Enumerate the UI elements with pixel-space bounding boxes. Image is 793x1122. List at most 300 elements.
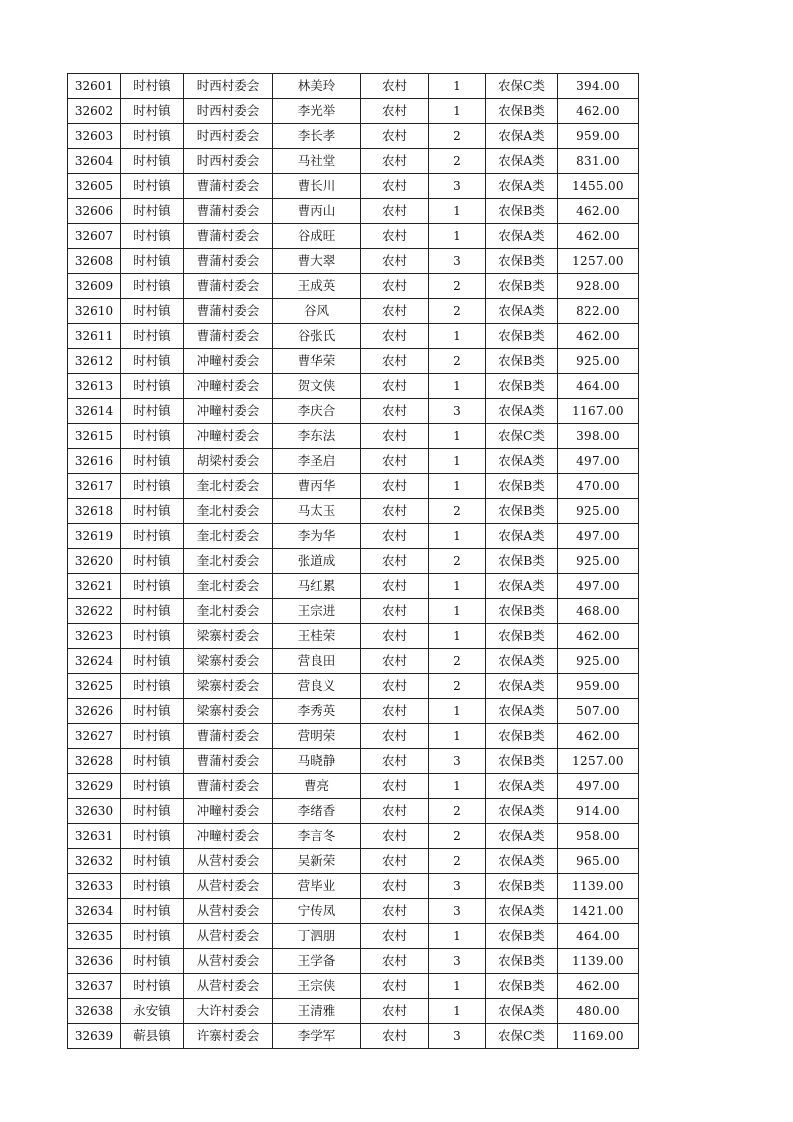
table-row (68, 949, 639, 974)
amount-cell: 497.00 (558, 449, 639, 474)
serial-number-cell: 32605 (68, 174, 121, 199)
amount-cell: 470.00 (558, 474, 639, 499)
household-size-cell: 3 (429, 749, 486, 774)
table-row (68, 999, 639, 1024)
serial-number-cell: 32613 (68, 374, 121, 399)
amount-cell: 497.00 (558, 524, 639, 549)
table-row (68, 274, 639, 299)
insurance-category-cell: 农保C类 (486, 424, 558, 449)
household-type-cell: 农村 (361, 1024, 429, 1049)
household-type-cell: 农村 (361, 699, 429, 724)
town-cell: 时村镇 (121, 849, 184, 874)
household-type-cell: 农村 (361, 74, 429, 99)
insurance-category-cell: 农保A类 (486, 799, 558, 824)
table-row (68, 74, 639, 99)
recipient-name-cell: 李学军 (273, 1024, 361, 1049)
serial-number-cell: 32614 (68, 399, 121, 424)
household-size-cell: 1 (429, 424, 486, 449)
household-type-cell: 农村 (361, 674, 429, 699)
household-size-cell: 1 (429, 574, 486, 599)
town-cell: 蕲县镇 (121, 1024, 184, 1049)
recipient-name-cell: 曹丙华 (273, 474, 361, 499)
household-type-cell: 农村 (361, 549, 429, 574)
recipient-name-cell: 王宗侠 (273, 974, 361, 999)
amount-cell: 464.00 (558, 924, 639, 949)
insurance-category-cell: 农保B类 (486, 374, 558, 399)
household-size-cell: 1 (429, 74, 486, 99)
household-size-cell: 2 (429, 549, 486, 574)
amount-cell: 1421.00 (558, 899, 639, 924)
recipient-name-cell: 营良义 (273, 674, 361, 699)
table-row (68, 149, 639, 174)
serial-number-cell: 32625 (68, 674, 121, 699)
amount-cell: 958.00 (558, 824, 639, 849)
insurance-category-cell: 农保B类 (486, 324, 558, 349)
recipient-name-cell: 李光举 (273, 99, 361, 124)
town-cell: 时村镇 (121, 474, 184, 499)
serial-number-cell: 32638 (68, 999, 121, 1024)
town-cell: 时村镇 (121, 449, 184, 474)
household-type-cell: 农村 (361, 399, 429, 424)
village-committee-cell: 曹蒲村委会 (184, 224, 273, 249)
household-size-cell: 2 (429, 349, 486, 374)
serial-number-cell: 32616 (68, 449, 121, 474)
insurance-category-cell: 农保A类 (486, 124, 558, 149)
amount-cell: 1455.00 (558, 174, 639, 199)
amount-cell: 1167.00 (558, 399, 639, 424)
serial-number-cell: 32611 (68, 324, 121, 349)
recipient-name-cell: 李圣启 (273, 449, 361, 474)
table-row (68, 249, 639, 274)
household-type-cell: 农村 (361, 849, 429, 874)
recipient-name-cell: 曹大翠 (273, 249, 361, 274)
insurance-category-cell: 农保A类 (486, 449, 558, 474)
amount-cell: 480.00 (558, 999, 639, 1024)
serial-number-cell: 32608 (68, 249, 121, 274)
table-row (68, 424, 639, 449)
serial-number-cell: 32617 (68, 474, 121, 499)
insurance-category-cell: 农保A类 (486, 299, 558, 324)
table-row (68, 849, 639, 874)
amount-cell: 398.00 (558, 424, 639, 449)
recipient-name-cell: 王宗进 (273, 599, 361, 624)
recipient-name-cell: 李庆合 (273, 399, 361, 424)
town-cell: 时村镇 (121, 424, 184, 449)
insurance-category-cell: 农保A类 (486, 899, 558, 924)
amount-cell: 468.00 (558, 599, 639, 624)
table-row (68, 699, 639, 724)
recipient-name-cell: 李东法 (273, 424, 361, 449)
recipient-name-cell: 曹长川 (273, 174, 361, 199)
relief-roster-table (67, 73, 639, 1049)
household-type-cell: 农村 (361, 824, 429, 849)
serial-number-cell: 32609 (68, 274, 121, 299)
amount-cell: 462.00 (558, 724, 639, 749)
village-committee-cell: 冲疃村委会 (184, 399, 273, 424)
village-committee-cell: 时西村委会 (184, 74, 273, 99)
household-size-cell: 1 (429, 974, 486, 999)
amount-cell: 1257.00 (558, 249, 639, 274)
table-row (68, 449, 639, 474)
household-type-cell: 农村 (361, 224, 429, 249)
household-size-cell: 1 (429, 199, 486, 224)
household-type-cell: 农村 (361, 599, 429, 624)
serial-number-cell: 32610 (68, 299, 121, 324)
serial-number-cell: 32629 (68, 774, 121, 799)
household-size-cell: 1 (429, 524, 486, 549)
table-row (68, 174, 639, 199)
insurance-category-cell: 农保B类 (486, 749, 558, 774)
recipient-name-cell: 马社堂 (273, 149, 361, 174)
insurance-category-cell: 农保B类 (486, 99, 558, 124)
serial-number-cell: 32637 (68, 974, 121, 999)
village-committee-cell: 梁寨村委会 (184, 624, 273, 649)
amount-cell: 831.00 (558, 149, 639, 174)
serial-number-cell: 32621 (68, 574, 121, 599)
village-committee-cell: 梁寨村委会 (184, 649, 273, 674)
household-type-cell: 农村 (361, 124, 429, 149)
amount-cell: 462.00 (558, 324, 639, 349)
town-cell: 时村镇 (121, 124, 184, 149)
insurance-category-cell: 农保A类 (486, 849, 558, 874)
town-cell: 时村镇 (121, 724, 184, 749)
household-size-cell: 2 (429, 674, 486, 699)
table-row (68, 674, 639, 699)
household-type-cell: 农村 (361, 299, 429, 324)
amount-cell: 462.00 (558, 199, 639, 224)
table-row (68, 724, 639, 749)
village-committee-cell: 时西村委会 (184, 149, 273, 174)
serial-number-cell: 32603 (68, 124, 121, 149)
insurance-category-cell: 农保B类 (486, 624, 558, 649)
town-cell: 时村镇 (121, 824, 184, 849)
household-type-cell: 农村 (361, 499, 429, 524)
amount-cell: 925.00 (558, 349, 639, 374)
amount-cell: 497.00 (558, 774, 639, 799)
amount-cell: 1169.00 (558, 1024, 639, 1049)
household-size-cell: 1 (429, 449, 486, 474)
village-committee-cell: 冲疃村委会 (184, 799, 273, 824)
household-size-cell: 2 (429, 274, 486, 299)
serial-number-cell: 32636 (68, 949, 121, 974)
table-row (68, 574, 639, 599)
recipient-name-cell: 李秀英 (273, 699, 361, 724)
town-cell: 时村镇 (121, 599, 184, 624)
table-row (68, 799, 639, 824)
household-type-cell: 农村 (361, 374, 429, 399)
village-committee-cell: 从营村委会 (184, 874, 273, 899)
insurance-category-cell: 农保B类 (486, 924, 558, 949)
household-type-cell: 农村 (361, 724, 429, 749)
household-type-cell: 农村 (361, 449, 429, 474)
town-cell: 永安镇 (121, 999, 184, 1024)
village-committee-cell: 胡梁村委会 (184, 449, 273, 474)
town-cell: 时村镇 (121, 974, 184, 999)
village-committee-cell: 冲疃村委会 (184, 824, 273, 849)
recipient-name-cell: 李长孝 (273, 124, 361, 149)
village-committee-cell: 时西村委会 (184, 99, 273, 124)
village-committee-cell: 奎北村委会 (184, 474, 273, 499)
village-committee-cell: 从营村委会 (184, 899, 273, 924)
insurance-category-cell: 农保A类 (486, 674, 558, 699)
amount-cell: 925.00 (558, 499, 639, 524)
town-cell: 时村镇 (121, 799, 184, 824)
table-row (68, 474, 639, 499)
table-row (68, 199, 639, 224)
serial-number-cell: 32635 (68, 924, 121, 949)
village-committee-cell: 从营村委会 (184, 924, 273, 949)
village-committee-cell: 曹蒲村委会 (184, 174, 273, 199)
amount-cell: 959.00 (558, 124, 639, 149)
amount-cell: 1139.00 (558, 874, 639, 899)
recipient-name-cell: 贺文侠 (273, 374, 361, 399)
village-committee-cell: 曹蒲村委会 (184, 324, 273, 349)
amount-cell: 462.00 (558, 974, 639, 999)
insurance-category-cell: 农保B类 (486, 874, 558, 899)
table-row (68, 324, 639, 349)
recipient-name-cell: 王成英 (273, 274, 361, 299)
village-committee-cell: 奎北村委会 (184, 599, 273, 624)
household-size-cell: 1 (429, 474, 486, 499)
table-row (68, 649, 639, 674)
household-type-cell: 农村 (361, 774, 429, 799)
table-row (68, 1024, 639, 1049)
household-type-cell: 农村 (361, 974, 429, 999)
household-size-cell: 1 (429, 599, 486, 624)
household-size-cell: 2 (429, 799, 486, 824)
serial-number-cell: 32632 (68, 849, 121, 874)
town-cell: 时村镇 (121, 524, 184, 549)
town-cell: 时村镇 (121, 874, 184, 899)
village-committee-cell: 奎北村委会 (184, 524, 273, 549)
recipient-name-cell: 林美玲 (273, 74, 361, 99)
recipient-name-cell: 丁泗朋 (273, 924, 361, 949)
town-cell: 时村镇 (121, 949, 184, 974)
household-type-cell: 农村 (361, 174, 429, 199)
household-size-cell: 1 (429, 224, 486, 249)
amount-cell: 914.00 (558, 799, 639, 824)
recipient-name-cell: 曹丙山 (273, 199, 361, 224)
town-cell: 时村镇 (121, 649, 184, 674)
amount-cell: 959.00 (558, 674, 639, 699)
insurance-category-cell: 农保A类 (486, 174, 558, 199)
serial-number-cell: 32633 (68, 874, 121, 899)
village-committee-cell: 大许村委会 (184, 999, 273, 1024)
household-type-cell: 农村 (361, 574, 429, 599)
household-size-cell: 1 (429, 924, 486, 949)
recipient-name-cell: 李绪香 (273, 799, 361, 824)
household-size-cell: 3 (429, 949, 486, 974)
serial-number-cell: 32604 (68, 149, 121, 174)
town-cell: 时村镇 (121, 899, 184, 924)
village-committee-cell: 奎北村委会 (184, 549, 273, 574)
insurance-category-cell: 农保A类 (486, 149, 558, 174)
household-type-cell: 农村 (361, 424, 429, 449)
table-row (68, 299, 639, 324)
table-row (68, 399, 639, 424)
town-cell: 时村镇 (121, 174, 184, 199)
village-committee-cell: 曹蒲村委会 (184, 199, 273, 224)
town-cell: 时村镇 (121, 699, 184, 724)
village-committee-cell: 曹蒲村委会 (184, 724, 273, 749)
table-row (68, 624, 639, 649)
serial-number-cell: 32627 (68, 724, 121, 749)
insurance-category-cell: 农保A类 (486, 699, 558, 724)
amount-cell: 928.00 (558, 274, 639, 299)
village-committee-cell: 从营村委会 (184, 974, 273, 999)
village-committee-cell: 从营村委会 (184, 949, 273, 974)
household-type-cell: 农村 (361, 324, 429, 349)
table-row (68, 99, 639, 124)
insurance-category-cell: 农保B类 (486, 599, 558, 624)
amount-cell: 462.00 (558, 224, 639, 249)
town-cell: 时村镇 (121, 749, 184, 774)
household-size-cell: 1 (429, 699, 486, 724)
household-type-cell: 农村 (361, 649, 429, 674)
table-row (68, 124, 639, 149)
household-size-cell: 2 (429, 649, 486, 674)
household-size-cell: 3 (429, 874, 486, 899)
town-cell: 时村镇 (121, 924, 184, 949)
insurance-category-cell: 农保A类 (486, 774, 558, 799)
household-size-cell: 2 (429, 149, 486, 174)
recipient-name-cell: 营明荣 (273, 724, 361, 749)
insurance-category-cell: 农保A类 (486, 649, 558, 674)
village-committee-cell: 冲疃村委会 (184, 424, 273, 449)
insurance-category-cell: 农保B类 (486, 549, 558, 574)
recipient-name-cell: 营毕业 (273, 874, 361, 899)
recipient-name-cell: 谷张氏 (273, 324, 361, 349)
household-type-cell: 农村 (361, 474, 429, 499)
insurance-category-cell: 农保B类 (486, 949, 558, 974)
serial-number-cell: 32634 (68, 899, 121, 924)
serial-number-cell: 32630 (68, 799, 121, 824)
household-size-cell: 3 (429, 399, 486, 424)
serial-number-cell: 32622 (68, 599, 121, 624)
amount-cell: 464.00 (558, 374, 639, 399)
serial-number-cell: 32619 (68, 524, 121, 549)
town-cell: 时村镇 (121, 374, 184, 399)
insurance-category-cell: 农保B类 (486, 349, 558, 374)
table-row (68, 899, 639, 924)
village-committee-cell: 许寨村委会 (184, 1024, 273, 1049)
serial-number-cell: 32623 (68, 624, 121, 649)
town-cell: 时村镇 (121, 299, 184, 324)
insurance-category-cell: 农保B类 (486, 199, 558, 224)
village-committee-cell: 梁寨村委会 (184, 674, 273, 699)
table-row (68, 599, 639, 624)
amount-cell: 497.00 (558, 574, 639, 599)
serial-number-cell: 32620 (68, 549, 121, 574)
household-size-cell: 2 (429, 499, 486, 524)
village-committee-cell: 曹蒲村委会 (184, 299, 273, 324)
insurance-category-cell: 农保B类 (486, 274, 558, 299)
serial-number-cell: 32628 (68, 749, 121, 774)
insurance-category-cell: 农保A类 (486, 824, 558, 849)
table-row (68, 374, 639, 399)
village-committee-cell: 奎北村委会 (184, 499, 273, 524)
household-type-cell: 农村 (361, 199, 429, 224)
household-type-cell: 农村 (361, 749, 429, 774)
recipient-name-cell: 王清雅 (273, 999, 361, 1024)
recipient-name-cell: 张道成 (273, 549, 361, 574)
town-cell: 时村镇 (121, 149, 184, 174)
town-cell: 时村镇 (121, 74, 184, 99)
household-size-cell: 1 (429, 999, 486, 1024)
amount-cell: 822.00 (558, 299, 639, 324)
insurance-category-cell: 农保A类 (486, 224, 558, 249)
town-cell: 时村镇 (121, 549, 184, 574)
amount-cell: 394.00 (558, 74, 639, 99)
insurance-category-cell: 农保B类 (486, 724, 558, 749)
amount-cell: 1257.00 (558, 749, 639, 774)
insurance-category-cell: 农保C类 (486, 1024, 558, 1049)
household-type-cell: 农村 (361, 524, 429, 549)
village-committee-cell: 奎北村委会 (184, 574, 273, 599)
insurance-category-cell: 农保A类 (486, 999, 558, 1024)
insurance-category-cell: 农保B类 (486, 249, 558, 274)
household-size-cell: 3 (429, 1024, 486, 1049)
village-committee-cell: 冲疃村委会 (184, 374, 273, 399)
insurance-category-cell: 农保B类 (486, 474, 558, 499)
serial-number-cell: 32601 (68, 74, 121, 99)
village-committee-cell: 曹蒲村委会 (184, 774, 273, 799)
table-row (68, 524, 639, 549)
household-size-cell: 2 (429, 849, 486, 874)
recipient-name-cell: 吴新荣 (273, 849, 361, 874)
town-cell: 时村镇 (121, 499, 184, 524)
town-cell: 时村镇 (121, 224, 184, 249)
table-row (68, 924, 639, 949)
town-cell: 时村镇 (121, 574, 184, 599)
household-size-cell: 3 (429, 174, 486, 199)
amount-cell: 462.00 (558, 99, 639, 124)
recipient-name-cell: 曹亮 (273, 774, 361, 799)
amount-cell: 965.00 (558, 849, 639, 874)
serial-number-cell: 32607 (68, 224, 121, 249)
town-cell: 时村镇 (121, 774, 184, 799)
village-committee-cell: 曹蒲村委会 (184, 274, 273, 299)
household-size-cell: 2 (429, 299, 486, 324)
village-committee-cell: 时西村委会 (184, 124, 273, 149)
household-type-cell: 农村 (361, 999, 429, 1024)
insurance-category-cell: 农保B类 (486, 974, 558, 999)
recipient-name-cell: 曹华荣 (273, 349, 361, 374)
household-type-cell: 农村 (361, 949, 429, 974)
amount-cell: 925.00 (558, 649, 639, 674)
village-committee-cell: 从营村委会 (184, 849, 273, 874)
household-type-cell: 农村 (361, 924, 429, 949)
amount-cell: 507.00 (558, 699, 639, 724)
household-size-cell: 3 (429, 249, 486, 274)
household-size-cell: 1 (429, 724, 486, 749)
household-type-cell: 农村 (361, 149, 429, 174)
household-size-cell: 1 (429, 99, 486, 124)
household-type-cell: 农村 (361, 349, 429, 374)
town-cell: 时村镇 (121, 674, 184, 699)
table-body (68, 74, 639, 1049)
town-cell: 时村镇 (121, 274, 184, 299)
town-cell: 时村镇 (121, 349, 184, 374)
serial-number-cell: 32618 (68, 499, 121, 524)
recipient-name-cell: 谷风 (273, 299, 361, 324)
recipient-name-cell: 马红累 (273, 574, 361, 599)
household-type-cell: 农村 (361, 874, 429, 899)
serial-number-cell: 32612 (68, 349, 121, 374)
village-committee-cell: 梁寨村委会 (184, 699, 273, 724)
serial-number-cell: 32631 (68, 824, 121, 849)
household-type-cell: 农村 (361, 99, 429, 124)
